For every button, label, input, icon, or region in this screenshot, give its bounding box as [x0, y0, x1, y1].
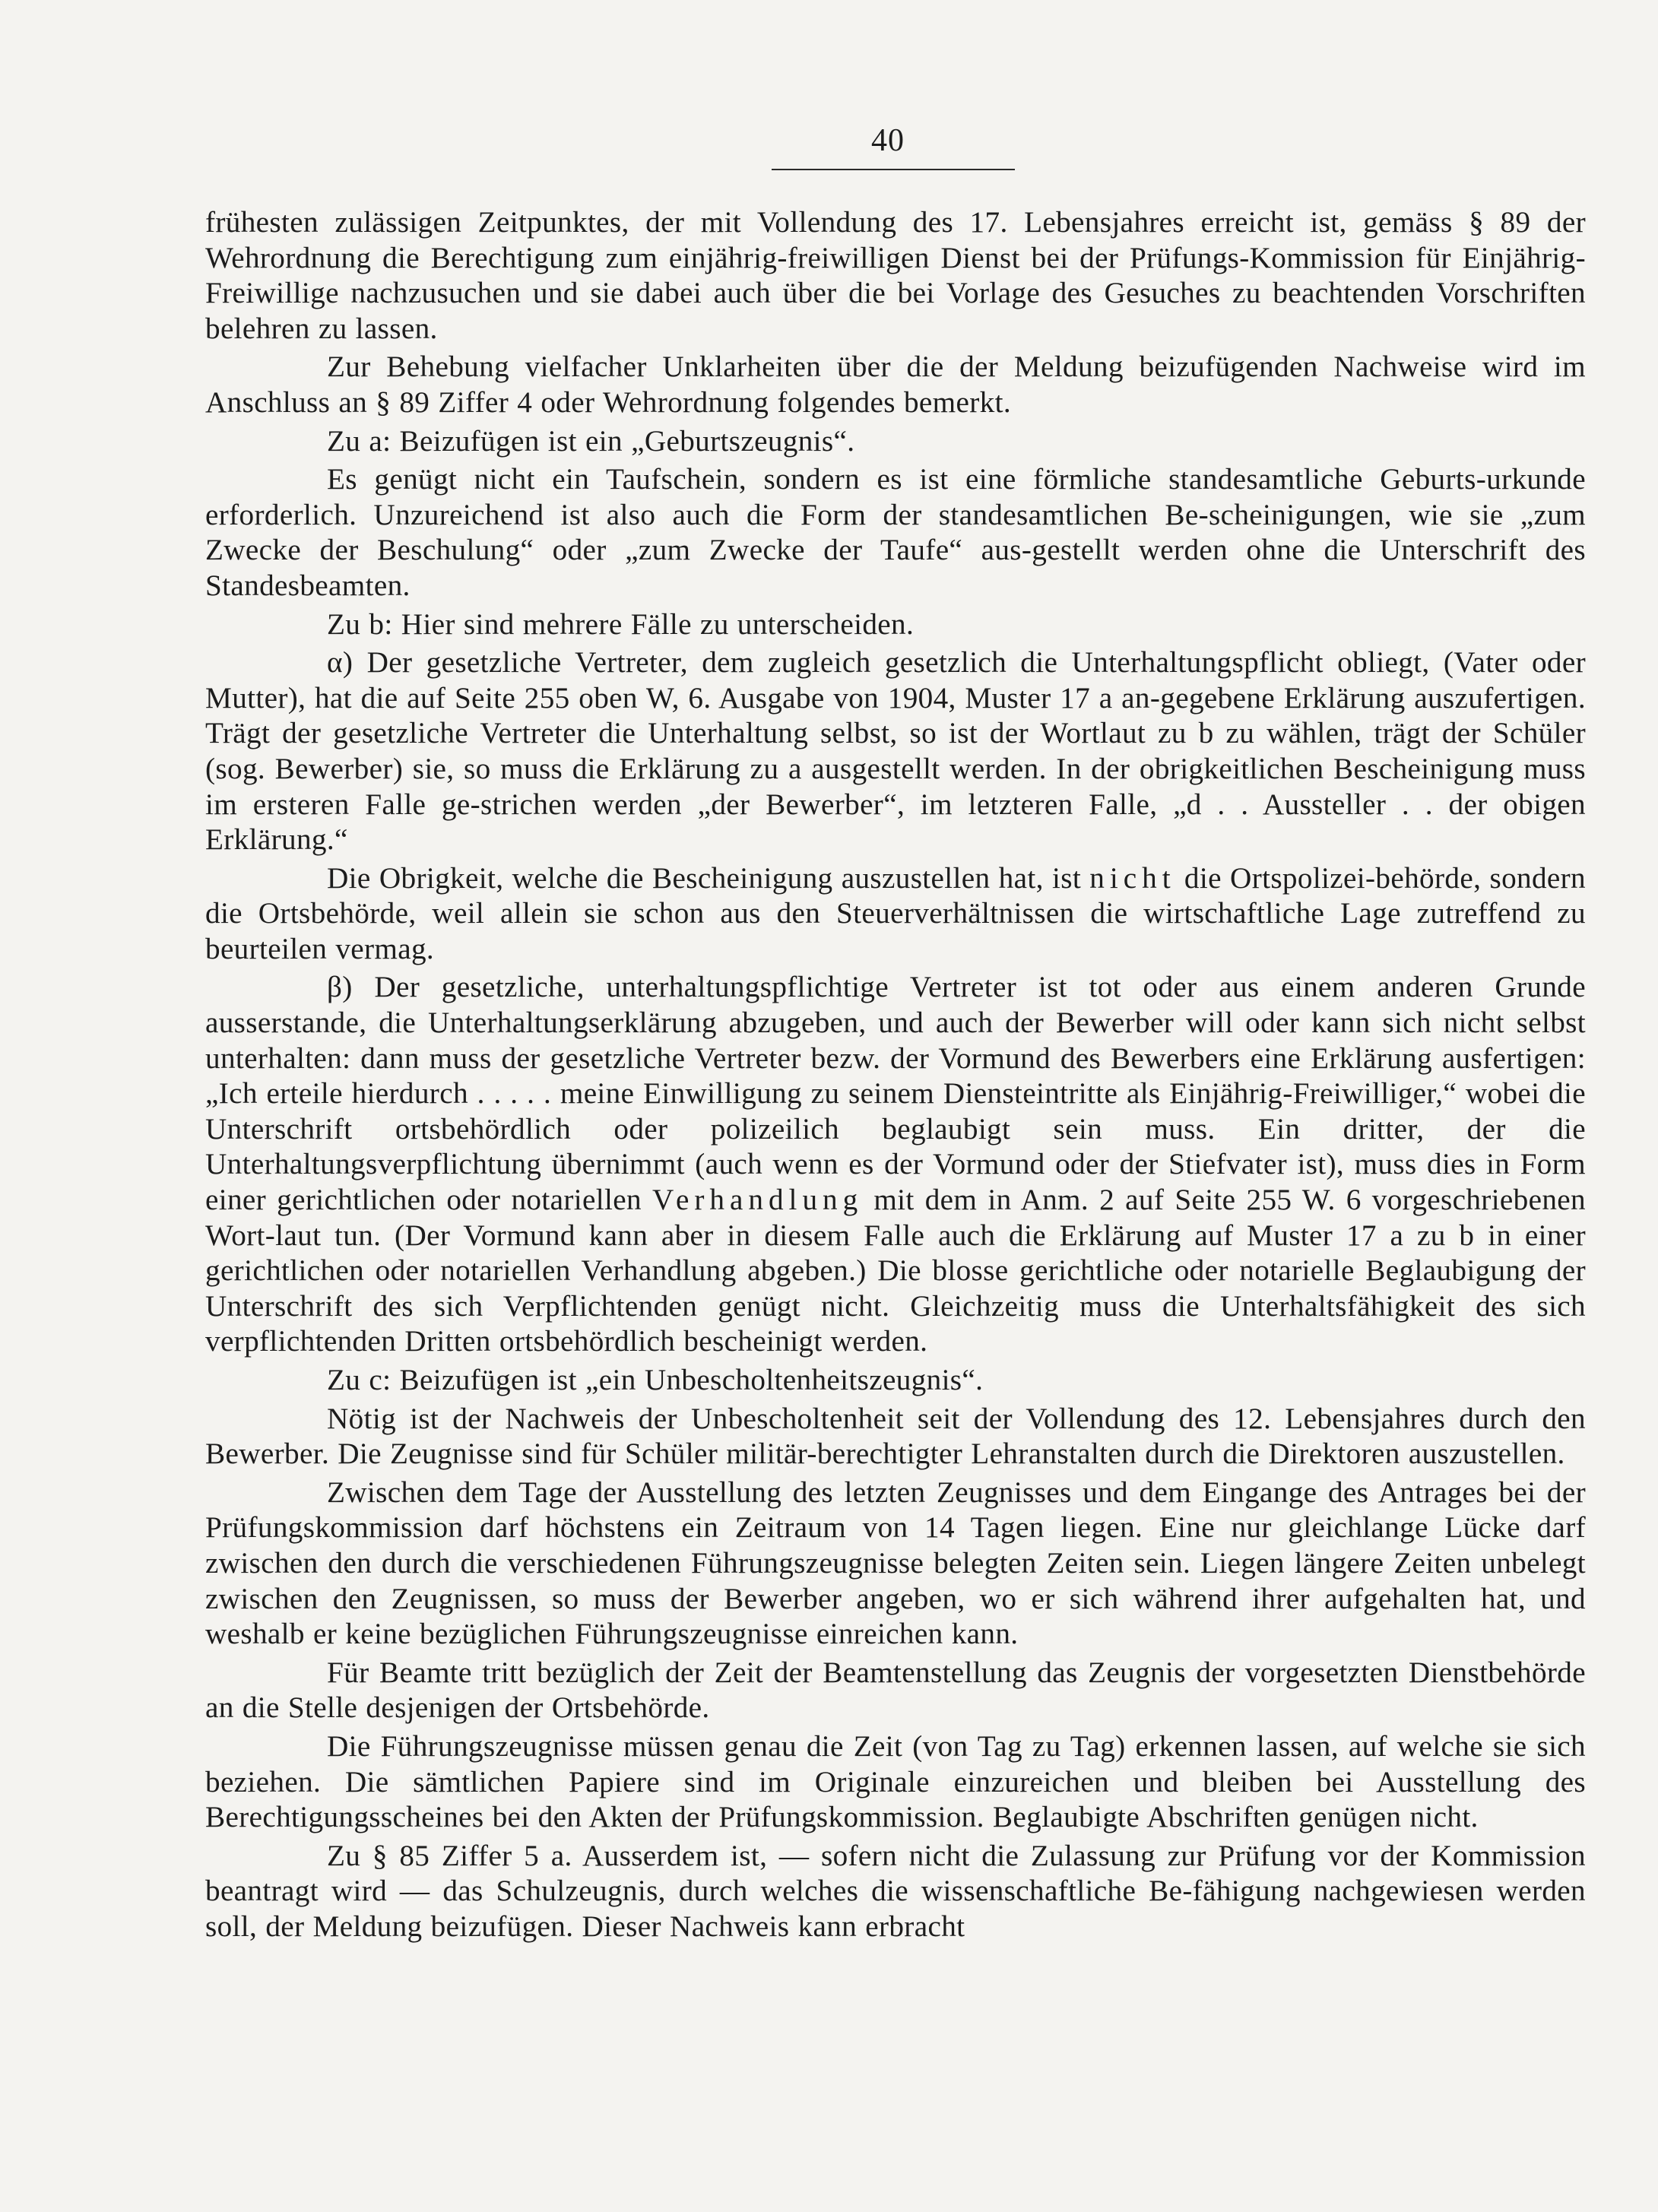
paragraph: [205, 861, 1586, 968]
paragraph: Die Führungszeugnisse müssen genau die Zeit (von Tag zu Tag) erkennen lassen, auf welche sie sich beziehen. Die sämtlichen Papiere sind im Originale einzureichen und bleiben bei Ausstellung des Berechtigungsscheines bei den Akten der Prüfungskommission. Beglaubigte Abschriften genügen nicht.: [205, 1729, 1586, 1834]
emphasized-text: nicht: [1089, 861, 1176, 895]
paragraph-text: die Ortspolizei-behörde, sondern die Ortsbehörde, weil allein sie schon aus den Steuerverhältnissen die wirtschaftliche Lage zutreffend zu beurteilen vermag.: [205, 861, 1586, 965]
body-text: [205, 205, 1586, 1948]
paragraph: frühesten zulässigen Zeitpunktes, der mit Vollendung des 17. Lebensjahres erreicht ist, gemäss § 89 der Wehrordnung die Berechtigung zum einjährig-freiwilligen Dienst bei der Prüfungs-Kommission für Einjährig-Freiwillige nachzusuchen und sie dabei auch über die bei Vorlage des Gesuches zu beachtenden Vorschriften belehren zu lassen.: [205, 206, 1586, 345]
paragraph: α) Der gesetzliche Vertreter, dem zugleich gesetzlich die Unterhaltungspflicht obliegt, (Vater oder Mutter), hat die auf Seite 255 oben W, 6. Ausgabe von 1904, Muster 17 a an-gegebene Erklärung auszufertigen. Trägt der gesetzliche Vertreter die Unterhaltung selbst, so ist der Wortlaut zu b zu wählen, trägt der Schüler (sog. Bewerber) sie, so muss die Erklärung zu a ausgestellt werden. In der obrigkeitlichen Bescheinigung muss im ersteren Falle ge-strichen werden „der Bewerber“, im letzteren Falle, „d . . Aussteller . . der obigen Erklärung.“: [205, 646, 1586, 857]
paragraph: Nötig ist der Nachweis der Unbescholtenheit seit der Vollendung des 12. Lebensjahres durch den Bewerber. Die Zeugnisse sind für Schüler militär-berechtigter Lehranstalten durch die Direktoren auszustellen.: [205, 1402, 1586, 1471]
paragraph: Es genügt nicht ein Taufschein, sondern es ist eine förmliche standesamtliche Geburts-urkunde erforderlich. Unzureichend ist also auch die Form der standesamtlichen Be-scheinigungen, wie sie „zum Zwecke der Beschulung“ oder „zum Zwecke der Taufe“ aus-gestellt werden ohne die Unterschrift des Standesbeamten.: [205, 463, 1586, 602]
paragraph-text: Die Obrigkeit, welche die Bescheinigung auszustellen hat, ist: [327, 861, 1090, 895]
paragraph-text: mit dem in Anm. 2 auf Seite 255 W. 6 vorgeschriebenen Wort-laut tun. (Der Vormund kann aber in diesem Falle auch die Erklärung auf Muster 17 a zu b in einer gerichtlichen oder notariellen Verhandlung abgeben.) Die blosse gerichtliche oder notarielle Beglaubigung der Unterschrift des sich Verpflichtenden genügt nicht. Gleichzeitig muss die Unterhaltsfähigkeit des sich verpflichtenden Dritten ortsbehördlich bescheinigt werden.: [205, 1184, 1586, 1358]
paragraph: Zu § 85 Ziffer 5 a. Ausserdem ist, — sofern nicht die Zulassung zur Prüfung vor der Kommission beantragt wird — das Schulzeugnis, durch welches die wissenschaftliche Be-fähigung nachgewiesen werden soll, der Meldung beizufügen. Dieser Nachweis kann erbracht: [205, 1839, 1586, 1943]
paragraph: Zu b: Hier sind mehrere Fälle zu unterscheiden.: [327, 607, 915, 641]
page-number: 40: [871, 123, 905, 158]
paragraph: Zwischen dem Tage der Ausstellung des letzten Zeugnisses und dem Eingange des Antrages bei der Prüfungskommission darf höchstens ein Zeitraum von 14 Tagen liegen. Eine nur gleichlange Lücke darf zwischen den durch die verschiedenen Führungszeugnisse belegten Zeiten sein. Liegen längere Zeiten unbelegt zwischen den Zeugnissen, so muss der Bewerber angeben, wo er sich während ihrer aufgehalten hat, und weshalb er keine bezüglichen Führungszeugnisse einreichen kann.: [205, 1475, 1586, 1651]
emphasized-text: Verhandlung: [651, 1184, 864, 1217]
paragraph: Für Beamte tritt bezüglich der Zeit der Beamtenstellung das Zeugnis der vorgesetzten Dienstbehörde an die Stelle desjenigen der Ortsbehörde.: [205, 1656, 1586, 1725]
paragraph: [205, 970, 1586, 1360]
paragraph-text: β) Der gesetzliche, unterhaltungspflichtige Vertreter ist tot oder aus einem anderen Grunde ausserstande, die Unterhaltungserklärung abzugeben, und auch der Bewerber will oder kann sich nicht selbst unterhalten: dann muss der gesetzliche Vertreter bezw. der Vormund des Bewerbers eine Erklärung ausfertigen: „Ich erteile hierdurch . . . . . meine Einwilligung zu seinem Diensteintritte als Einjährig-Freiwilliger,“ wobei die Unterschrift ortsbehördlich oder polizeilich beglaubigt sein muss. Ein dritter, der die Unterhaltungsverpflichtung übernimmt (auch wenn es der Vormund oder der Stiefvater ist), muss dies in Form einer gerichtlichen oder notariellen: [205, 971, 1586, 1217]
header-rule: [772, 169, 1015, 170]
paragraph: Zur Behebung vielfacher Unklarheiten über die der Meldung beizufügenden Nachweise wird im Anschluss an § 89 Ziffer 4 oder Wehrordnung folgendes bemerkt.: [205, 350, 1586, 419]
paragraph: Zu c: Beizufügen ist „ein Unbescholtenheitszeugnis“.: [327, 1364, 984, 1396]
paragraph: Zu a: Beizufügen ist ein „Geburtszeugnis“.: [327, 424, 855, 458]
